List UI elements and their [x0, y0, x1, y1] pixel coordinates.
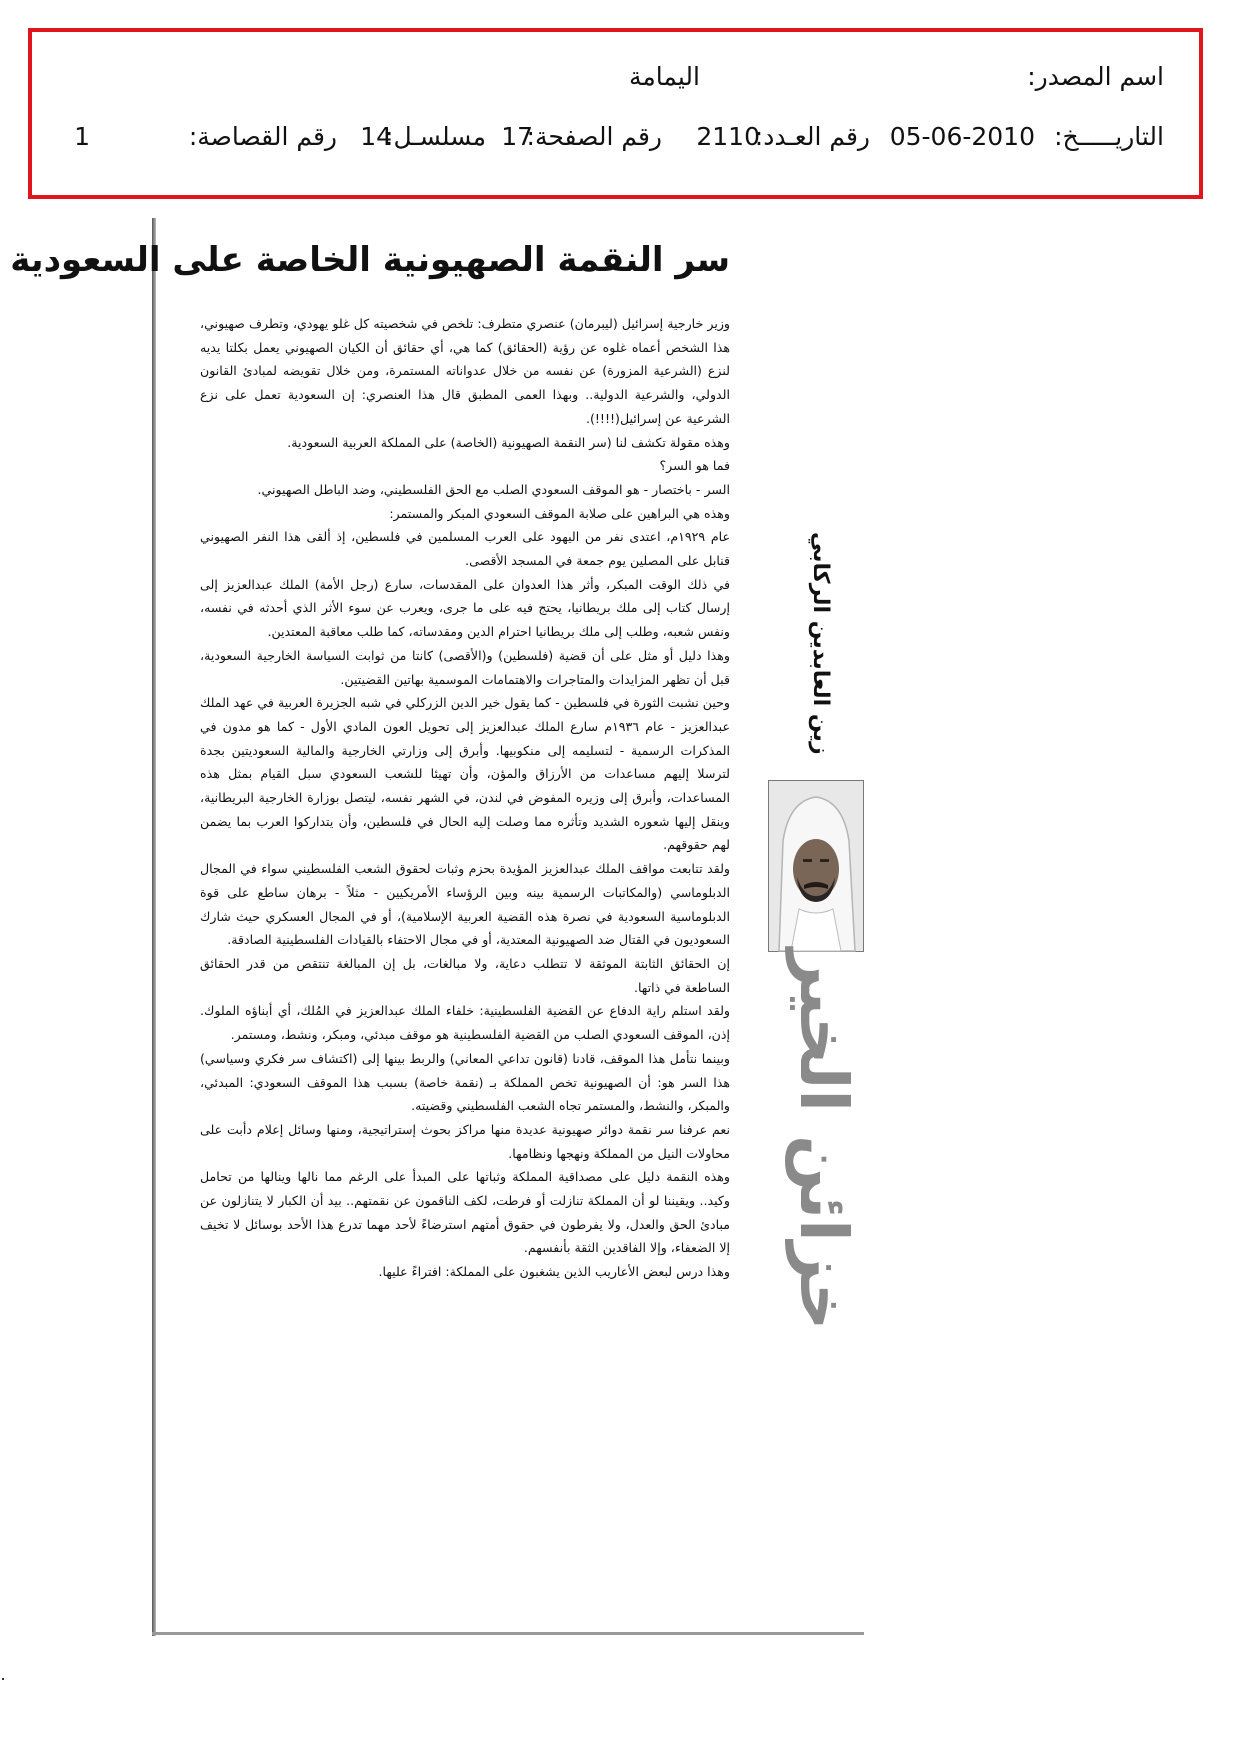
source-label: اسم المصدر: — [1027, 62, 1164, 91]
article-paragraph: وزير خارجية إسرائيل (ليبرمان) عنصري متطرف: تلخص في شخصيته كل غلو يهودي، وتطرف صهيوني، هذا الشخص أعماه غلوه عن رؤية (الحقائق) كما هي، أي حقائق أن الكيان الصهيوني يعمل بكلتا يديه لنزع (الشرعية المزورة) عن نفسه من خلال عدواناته المستمرة، ومن خلال تقويضه لمبادئ القانون الدولي، والشرعية الدولية.. وبهذا العمى المطبق قال هذا العنصري: إن السعودية تعمل على نزع الشرعية عن إسرائيل(!!!!). — [200, 316, 730, 426]
metadata-box — [28, 28, 1203, 199]
article-paragraph: وهذه النقمة دليل على مصداقية المملكة وثباتها على المبدأ على الرغم مما نالها وينالها من تحامل وكيد.. ويقيننا لو أن المملكة تنازلت أو فرطت، لكف الناقمون عن نقمتهم.. بيد أن الكبار لا يتنازلون عن مبادئ الحق والعدل، ولا يفرطون في حقوق أمتهم استرضاءً لأحد مهما تدرع هذا الأحد بوسائل لا تخيف إلا الضعفاء، وإلا الفاقدين الثقة بأنفسهم. — [200, 1169, 730, 1256]
article-paragraph: وهذا دليل أو مثل على أن قضية (فلسطين) و(الأقصى) كانتا من ثوابت السياسة الخارجية السعودية، قبل أن تظهر المزايدات والمتاجرات والاهتمامات الموسمية بهاتين القضيتين. — [200, 647, 730, 687]
article-paragraph: نعم عرفنا سر نقمة دوائر صهيونية عديدة منها مراكز بحوث إستراتيجية، ومنها وسائل إعلام دأبت على محاولات النيل من المملكة ونهجها ونظامها. — [200, 1121, 730, 1161]
article-body — [200, 312, 730, 1597]
article-paragraph: ولقد استلم راية الدفاع عن القضية الفلسطينية: خلفاء الملك عبدالعزيز في المُلك، أي أبناؤه الملوك. إذن، الموقف السعودي الصلب من القضية الفلسطينية هو موقف مبدئي، ومبكر، ونشط، ومستمر. — [200, 1003, 730, 1043]
clipping-label: رقم القصاصة: — [188, 122, 337, 151]
page-label: رقم الصفحة: — [526, 122, 662, 151]
column-name: خزائن الخير — [785, 948, 862, 1330]
date-value: 05-06-2010 — [889, 122, 1035, 151]
issue-label: رقم العـدد: — [754, 122, 870, 151]
article-paragraph: السر - باختصار - هو الموقف السعودي الصلب مع الحق الفلسطيني، وضد الباطل الصهيوني. — [257, 481, 730, 497]
article-paragraph: وهذه هي البراهين على صلابة الموقف السعودي المبكر والمستمر: — [389, 505, 730, 521]
issue-value: 2110 — [696, 122, 760, 151]
article-paragraph: وهذه مقولة تكشف لنا (سر النقمة الصهيونية (الخاصة) على المملكة العربية السعودية. — [287, 434, 730, 450]
serial-label: مسلسـل: — [385, 122, 486, 151]
page-value: 17 — [501, 122, 533, 151]
article-paragraph: إن الحقائق الثابتة الموثقة لا تتطلب دعاية، ولا مبالغات، بل إن المبالغة تنتقص من قدر الحقائق الساطعة في ذاتها. — [200, 955, 730, 995]
article-paragraph: وهذا درس لبعض الأعاريب الذين يشغبون على المملكة: افتراءً عليها. — [378, 1264, 730, 1280]
date-label: التاريـــــخ: — [1054, 122, 1164, 151]
author-photo — [768, 780, 864, 952]
clipping-bottom-edge — [152, 1632, 864, 1635]
clipping-left-edge — [152, 218, 156, 1636]
article-paragraph: فما هو السر؟ — [659, 458, 730, 474]
article-paragraph: وحين نشبت الثورة في فلسطين - كما يقول خير الدين الزركلي في شبه الجزيرة العربية في عهد الملك عبدالعزيز - عام ١٩٣٦م سارع الملك عبدالعزيز إلى تحويل العون المادي الأول - كما هو مدون في المذكرات الرسمية - لتسليمه إلى منكوبيها. وأبرق إلى وزارتي الخارجية والمالية السعوديتين بجدة لترسلا إليهم مساعدات من الأرزاق والمؤن، وأن تهيئا للشعب السعودي سبل القيام بمثل هذه المساعدات، وأبرق إلى وزيره المفوض في لندن، في الشهر نفسه، ليتصل بوزارة الخارجية البريطانية، وينقل إليها شعوره الشديد وتأثره مما وصلت إليه الحال في فلسطين، وأن يتداركوا العرب بما يضمن لهم حقوقهم. — [200, 695, 730, 853]
author-portrait-icon — [769, 781, 863, 951]
source-value: اليمامة — [629, 62, 700, 91]
clipping-value: 1 — [74, 122, 90, 151]
article-paragraph: في ذلك الوقت المبكر، وأثر هذا العدوان على المقدسات، سارع (رجل الأمة) الملك عبدالعزيز إلى إرسال كتاب إلى ملك بريطانيا، يحتج فيه على ما جرى، ويعرب عن سوء الأثر الذي أحدثه في نفسه، ونفس شعبه، وطلب إلى ملك بريطانيا احترام الدين ومقدساته، كما طلب معاقبة المعتدين. — [200, 576, 730, 640]
serial-value: 14 — [360, 122, 392, 151]
scan-speck — [2, 1678, 4, 1680]
article-paragraph: ولقد تتابعت مواقف الملك عبدالعزيز المؤيدة بحزم وثبات لحقوق الشعب الفلسطيني سواء في المجال الدبلوماسي (والمكاتبات الرسمية بينه وبين الرؤساء الأمريكيين - مثلاً - برهان ساطع على قوة الدبلوماسية السعودية في نصرة هذه القضية العربية الإسلامية)، أو في المجال العسكري حيث شارك السعوديون في القتال ضد الصهيونية المعتدية، أو في مجال الاحتفاء بالقيادات الفلسطينية الصادقة. — [200, 861, 730, 948]
author-name: زين العابدين الركابي — [808, 532, 833, 755]
article-paragraph: عام ١٩٢٩م، اعتدى نفر من اليهود على العرب المسلمين في فلسطين، إذ ألقى هذا النفر الصهيوني قنابل على المصلين يوم جمعة في المسجد الأقصى. — [200, 529, 730, 569]
article-headline: سر النقمة الصهيونية الخاصة على السعودية — [10, 240, 730, 280]
article-paragraph: وبينما نتأمل هذا الموقف، قادنا (قانون تداعي المعاني) والربط بينها إلى (اكتشاف سر فكري وسياسي) هذا السر هو: أن الصهيونية تخص المملكة بـ (نقمة خاصة) بسبب هذا الموقف السعودي: المبدئي، والمبكر، والنشط، والمستمر تجاه الشعب الفلسطيني وقضيته. — [200, 1050, 730, 1114]
